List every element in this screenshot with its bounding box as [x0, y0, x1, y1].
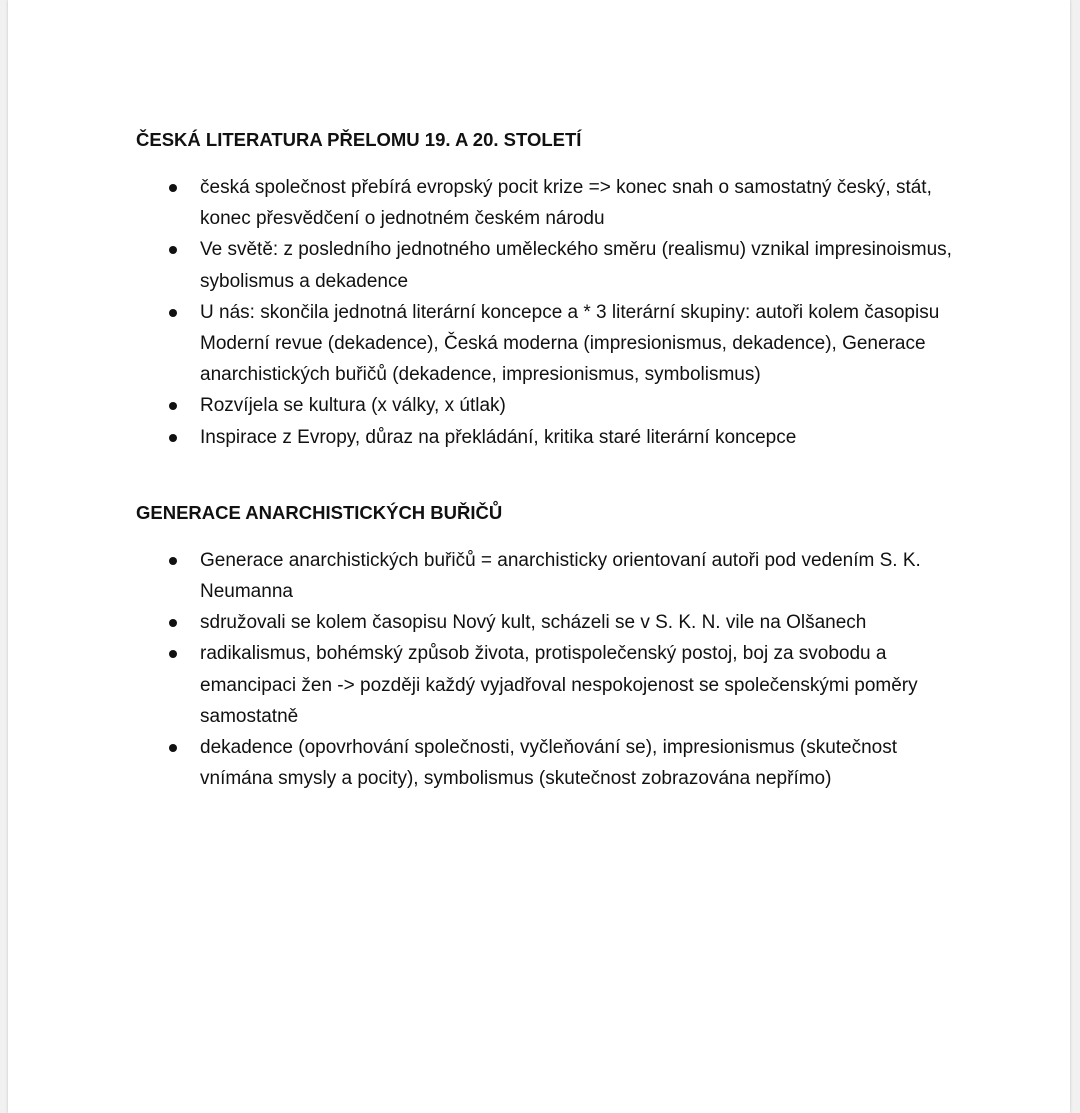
- list-item: [136, 422, 966, 453]
- bullet-icon: [169, 557, 177, 565]
- list-item: [136, 234, 966, 296]
- bullet-icon: [169, 650, 177, 658]
- list-item-text: Generace anarchistických buřičů = anarchisticky orientovaní autoři pod vedením S. K. Neumanna: [200, 549, 921, 603]
- section-heading: GENERACE ANARCHISTICKÝCH BUŘIČŮ: [136, 501, 503, 523]
- list-item-text: sdružovali se kolem časopisu Nový kult, scházeli se v S. K. N. vile na Olšanech: [200, 612, 867, 634]
- list-item-text: U nás: skončila jednotná literární koncepce a * 3 literární skupiny: autoři kolem časopisu Moderní revue (dekadence), Česká moderna (impresionismus, dekadence), Generace anarchistických buřičů (dekadence, impresionismus, symbolismus): [200, 301, 940, 386]
- list-item-text: radikalismus, bohémský způsob života, protispolečenský postoj, boj za svobodu a emancipaci žen -> později každý vyjadřoval nespokojenost se společenskými poměry samostatně: [200, 643, 918, 727]
- bullet-icon: [169, 246, 177, 254]
- list-item-text: Ve světě: z posledního jednotného uměleckého směru (realismu) vznikal impresinoismus, sybolismus a dekadence: [200, 239, 952, 292]
- bullet-icon: [169, 184, 177, 192]
- bullet-icon: [169, 434, 177, 442]
- list-item-text: česká společnost přebírá evropský pocit krize => konec snah o samostatný český, stát, konec přesvědčení o jednotném českém národu: [200, 177, 932, 230]
- bullet-list: [136, 545, 966, 795]
- list-item: [136, 297, 966, 391]
- list-item: [136, 638, 966, 732]
- bullet-list: [136, 172, 966, 453]
- list-item: [136, 545, 966, 607]
- document-content: [136, 126, 966, 794]
- list-item-text: Inspirace z Evropy, důraz na překládání, kritika staré literární koncepce: [200, 426, 797, 448]
- list-item-text: dekadence (opovrhování společnosti, vyčleňování se), impresionismus (skutečnost vnímána smysly a pocity), symbolismus (skutečnost zobrazována nepřímo): [200, 737, 898, 790]
- list-item: [136, 390, 966, 421]
- document-page: [8, 0, 1070, 1113]
- list-item-text: Rozvíjela se kultura (x války, x útlak): [200, 395, 506, 417]
- list-item: [136, 607, 966, 638]
- bullet-icon: [169, 619, 177, 627]
- section-generace-anarchistickych-buricu: [136, 499, 966, 795]
- list-item: [136, 732, 966, 794]
- bullet-icon: [169, 402, 177, 410]
- section-heading: ČESKÁ LITERATURA PŘELOMU 19. A 20. STOLETÍ: [136, 129, 582, 150]
- bullet-icon: [169, 744, 177, 752]
- list-item: [136, 172, 966, 234]
- section-ceska-literatura: [136, 126, 966, 453]
- bullet-icon: [169, 309, 177, 317]
